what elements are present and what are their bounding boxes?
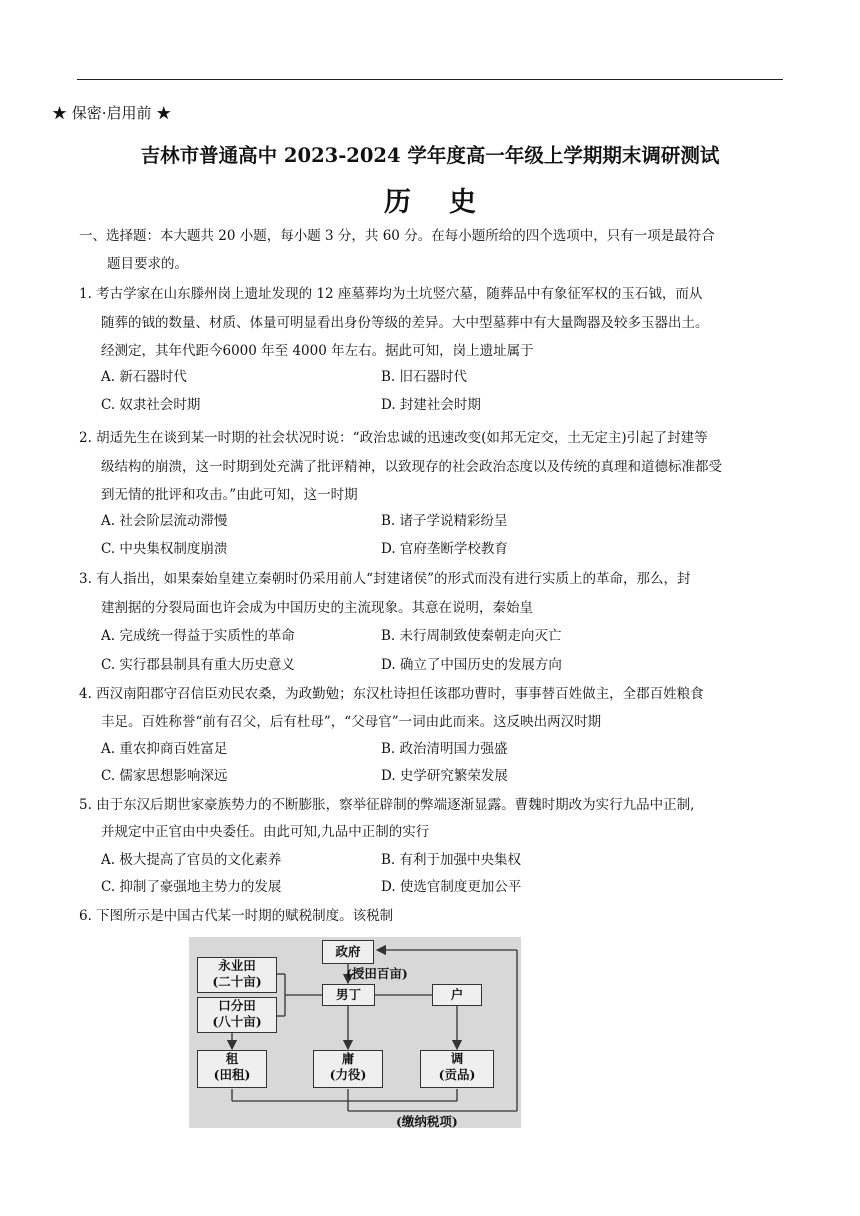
q3-option-d[interactable]: D. 确立了中国历史的发展方向: [381, 657, 562, 673]
q5-option-d[interactable]: D. 使选官制度更加公平: [381, 879, 522, 895]
q1-option-a[interactable]: A. 新石器时代: [101, 369, 187, 385]
q5-option-c[interactable]: C. 抑制了豪强地主势力的发展: [101, 879, 282, 895]
q5-option-a[interactable]: A. 极大提高了官员的文化素养: [101, 852, 282, 868]
q2-option-b[interactable]: B. 诸子学说精彩纷呈: [381, 513, 508, 529]
q4-option-c[interactable]: C. 儒家思想影响深远: [101, 768, 228, 784]
q4-option-a[interactable]: A. 重农抑商百姓富足: [101, 741, 228, 757]
q6-stem-line: 6. 下图所示是中国古代某一时期的赋税制度。该税制: [79, 908, 394, 924]
q3-option-c[interactable]: C. 实行郡县制具有重大历史意义: [101, 657, 295, 673]
q4-stem-line: 丰足。百姓称誉“前有召父，后有杜母”，“父母官”一词由此而来。这反映出两汉时期: [101, 714, 602, 730]
yongye-land-area: (二十亩): [212, 974, 262, 989]
q2-stem-line: 级结构的崩溃，这一时期到处充满了批评精神，以致现存的社会政治态度以及传统的真理和道德标准都受: [101, 459, 722, 475]
tax-system-diagram: [189, 937, 521, 1128]
government-box: [322, 940, 374, 964]
household-box: [432, 984, 482, 1006]
q4-option-b[interactable]: B. 政治清明国力强盛: [381, 741, 508, 757]
zu-label: 租: [225, 1051, 239, 1066]
q1-stem-line: 经测定，其年代距今6000 年至 4000 年左右。据此可知，岗上遗址属于: [101, 343, 534, 359]
yongye-land-box: [197, 957, 277, 993]
q1-stem-line: 随葬的钺的数量、材质、体量可明显看出身份等级的差异。大中型墓葬中有大量陶器及较多玉器出土。: [101, 315, 709, 331]
pay-tax-label: (缴纳税项): [396, 1114, 458, 1129]
diao-box: [420, 1050, 494, 1088]
koufen-land-box: [197, 997, 277, 1033]
yongye-land-label: 永业田: [218, 958, 256, 973]
zu-box: [197, 1050, 267, 1088]
q5-stem-line: 并规定中正官由中央委任。由此可知,九品中正制的实行: [101, 824, 430, 840]
q3-stem-line: 3. 有人指出，如果秦始皇建立秦朝时仍采用前人“封建诸侯”的形式而没有进行实质上的革命，那么，封: [79, 571, 691, 587]
adult-male-box: [322, 984, 375, 1006]
section-instruction: 一、选择题：本大题共 20 小题，每小题 3 分，共 60 分。在每小题所给的四个选项中，只有一项是最符合: [79, 228, 715, 244]
government-label: 政府: [335, 944, 361, 959]
q2-option-a[interactable]: A. 社会阶层流动滞慢: [101, 513, 228, 529]
diao-desc: (贡品): [438, 1067, 476, 1082]
yong-box: [313, 1050, 383, 1088]
section-instruction-cont: 题目要求的。: [107, 256, 188, 272]
adult-male-label: 男丁: [335, 987, 361, 1002]
subject-title: 历史: [384, 187, 514, 218]
koufen-land-area: (八十亩): [212, 1014, 262, 1029]
diao-label: 调: [450, 1051, 464, 1066]
q1-stem-line: 1. 考古学家在山东滕州岗上遗址发现的 12 座墓葬均为土坑竖穴墓，随葬品中有象征军权的玉石钺，而从: [79, 286, 703, 302]
zu-desc: (田租): [213, 1067, 251, 1082]
koufen-land-label: 口分田: [218, 998, 256, 1013]
q4-option-d[interactable]: D. 史学研究繁荣发展: [381, 768, 508, 784]
q3-option-a[interactable]: A. 完成统一得益于实质性的革命: [101, 628, 295, 644]
q5-stem-line: 5. 由于东汉后期世家豪族势力的不断膨胀，察举征辟制的弊端逐渐显露。曹魏时期改为实行九品中正制,: [79, 797, 695, 813]
q1-option-b[interactable]: B. 旧石器时代: [381, 369, 468, 385]
q3-option-b[interactable]: B. 未行周制致使秦朝走向灭亡: [381, 628, 562, 644]
q2-option-c[interactable]: C. 中央集权制度崩溃: [101, 541, 228, 557]
header-rule: [77, 79, 783, 80]
q2-option-d[interactable]: D. 官府垄断学校教育: [381, 541, 508, 557]
exam-title: 吉林市普通高中 2023-2024 学年度高一年级上学期期末调研测试: [140, 144, 720, 167]
confidential-mark: ★ 保密·启用前 ★: [52, 104, 172, 122]
q1-option-c[interactable]: C. 奴隶社会时期: [101, 397, 201, 413]
grant-land-label: (授田百亩): [346, 966, 408, 981]
q5-option-b[interactable]: B. 有利于加强中央集权: [381, 852, 522, 868]
q1-option-d[interactable]: D. 封建社会时期: [381, 397, 481, 413]
q3-stem-line: 建割据的分裂局面也许会成为中国历史的主流现象。其意在说明，秦始皇: [101, 600, 533, 616]
q2-stem-line: 2. 胡适先生在谈到某一时期的社会状况时说：“政治忠诚的迅速改变(如邦无定交，土无定主)引起了封建等: [79, 430, 708, 446]
q4-stem-line: 4. 西汉南阳郡守召信臣劝民农桑，为政勤勉；东汉杜诗担任该郡功曹时，事事替百姓做主，全郡百姓粮食: [79, 686, 704, 702]
yong-desc: (力役): [329, 1067, 367, 1082]
q2-stem-line: 到无情的批评和攻击。”由此可知，这一时期: [101, 487, 358, 503]
household-label: 户: [450, 987, 464, 1002]
yong-label: 庸: [341, 1051, 355, 1066]
